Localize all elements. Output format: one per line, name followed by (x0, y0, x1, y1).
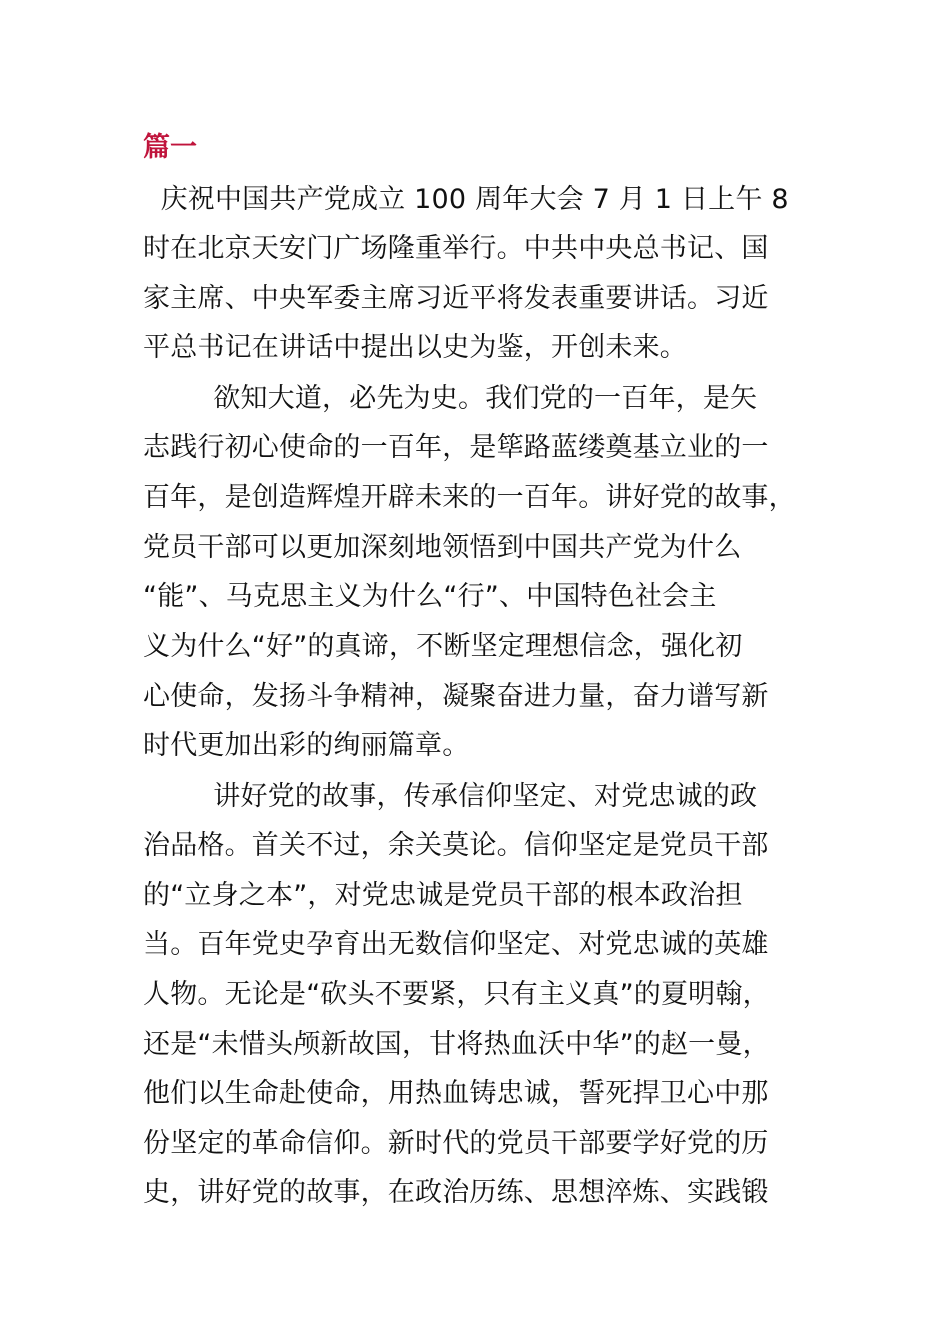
paragraph-line: “能”、马克思主义为什么“行”、中国特色社会主 (143, 581, 717, 612)
section-heading: 篇一 (143, 132, 197, 163)
paragraph-line: 人物。无论是“砍头不要紧，只有主义真”的夏明翰， (143, 979, 770, 1010)
paragraph-line: 的“立身之本”，对党忠诚是党员干部的根本政治担 (143, 880, 743, 911)
paragraph-line: 欲知大道，必先为史。我们党的一百年，是矢 (143, 383, 758, 414)
paragraph-line: 当。百年党史孕育出无数信仰坚定、对党忠诚的英雄 (143, 929, 769, 960)
paragraph-line: 义为什么“好”的真谛，不断坚定理想信念，强化初 (143, 631, 743, 662)
paragraph-line: 庆祝中国共产党成立 100 周年大会 7 月 1 日上午 8 (143, 184, 789, 215)
paragraph-line: 讲好党的故事，传承信仰坚定、对党忠诚的政 (143, 781, 758, 812)
paragraph-line: 党员干部可以更加深刻地领悟到中国共产党为什么 (143, 532, 742, 563)
paragraph-line: 家主席、中央军委主席习近平将发表重要讲话。习近 (143, 283, 769, 314)
paragraph-line: 百年，是创造辉煌开辟未来的一百年。讲好党的故事， (143, 482, 796, 513)
paragraph-line: 还是“未惜头颅新故国，甘将热血沃中华”的赵一曼， (143, 1029, 770, 1060)
paragraph-line: 时在北京天安门广场隆重举行。中共中央总书记、国 (143, 233, 769, 264)
paragraph-line: 时代更加出彩的绚丽篇章。 (143, 730, 470, 761)
paragraph-line: 心使命，发扬斗争精神，凝聚奋进力量，奋力谱写新 (143, 681, 769, 712)
paragraph-line: 史，讲好党的故事，在政治历练、思想淬炼、实践锻 (143, 1177, 769, 1208)
paragraph-line: 志践行初心使命的一百年，是筚路蓝缕奠基立业的一 (143, 432, 769, 463)
paragraph-line: 治品格。首关不过，余关莫论。信仰坚定是党员干部 (143, 830, 769, 861)
paragraph-line: 份坚定的革命信仰。新时代的党员干部要学好党的历 (143, 1128, 769, 1159)
paragraph-line: 平总书记在讲话中提出以史为鉴，开创未来。 (143, 332, 687, 363)
paragraph-line: 他们以生命赴使命，用热血铸忠诚，誓死捍卫心中那 (143, 1078, 769, 1109)
